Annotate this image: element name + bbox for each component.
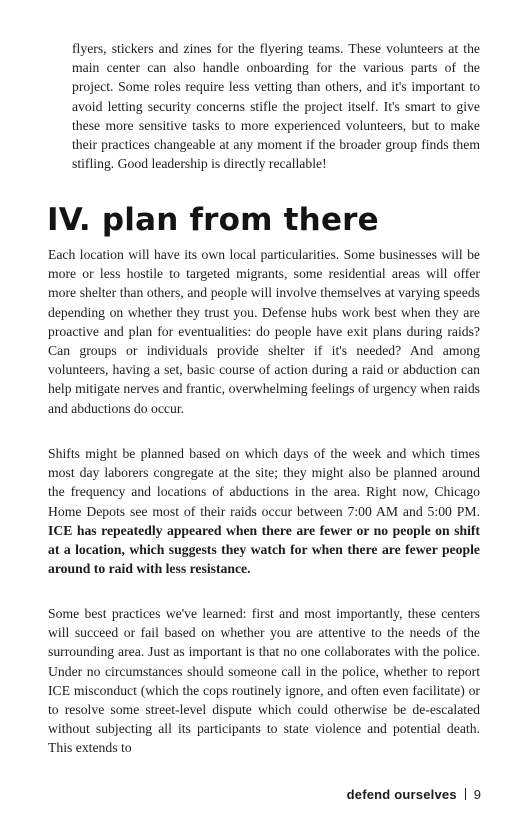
body-paragraph-3: Some best practices we've learned: first and most importantly, these centers will succeed or fail based on whether you are attentive to the needs of the surrounding area. Just as important is that no one collaborates with the police. Under no circumstances should someone call in the police, whether to report ICE misconduct (which the cops routinely ignore, and often even facilitate) or to resolve some street-level dispute which could otherwise be de-escalated without subjecting all its participants to state violence and potential death. This extends to — [48, 606, 480, 756]
intro-paragraph: flyers, stickers and zines for the flyering teams. These volunteers at the main center can also handle onboarding for the various parts of the project. Some roles require less vetting than others, and it's important to avoid letting security concerns stifle the project itself. It's smart to give these more sensitive tasks to more experienced volunteers, but to make their practices changeable at any moment if the broader group finds them stifling. Good leadership is directly recallable! — [72, 41, 480, 172]
page-footer — [347, 784, 481, 804]
body-paragraph-2 — [48, 444, 480, 578]
section-heading: IV. plan from there — [47, 202, 379, 238]
body-paragraph-1: Each location will have its own local particularities. Some businesses will be more or less hostile to targeted migrants, some residential areas will offer more shelter than others, and people will involve themselves at varying speeds depending on whether they trust you. Defense hubs work best when they are proactive and plan for eventualities: do people have exit plans during raids? Can groups or individuals provide shelter if it's needed? And among volunteers, having a set, basic course of action during a raid or abduction can help mitigate nerves and frantic, overwhelming feelings of urgency when raids and abductions do occur. — [48, 247, 480, 416]
footer-divider — [465, 788, 466, 800]
paragraph-2-regular-text: Shifts might be planned based on which days of the week and which times most day laborers congregate at the site; they might also be planned around the frequency and locations of abductions in the area. Right now, Chicago Home Depots see most of their raids occur between 7:00 AM and 5:00 PM. — [48, 446, 480, 519]
footer-title: defend ourselves — [346, 786, 457, 802]
page-number: 9 — [473, 786, 481, 802]
paragraph-2-bold-text: ICE has repeatedly appeared when there are fewer or no people on shift at a location, which suggests they watch for when there are fewer people around to raid with less resistance. — [48, 522, 480, 577]
